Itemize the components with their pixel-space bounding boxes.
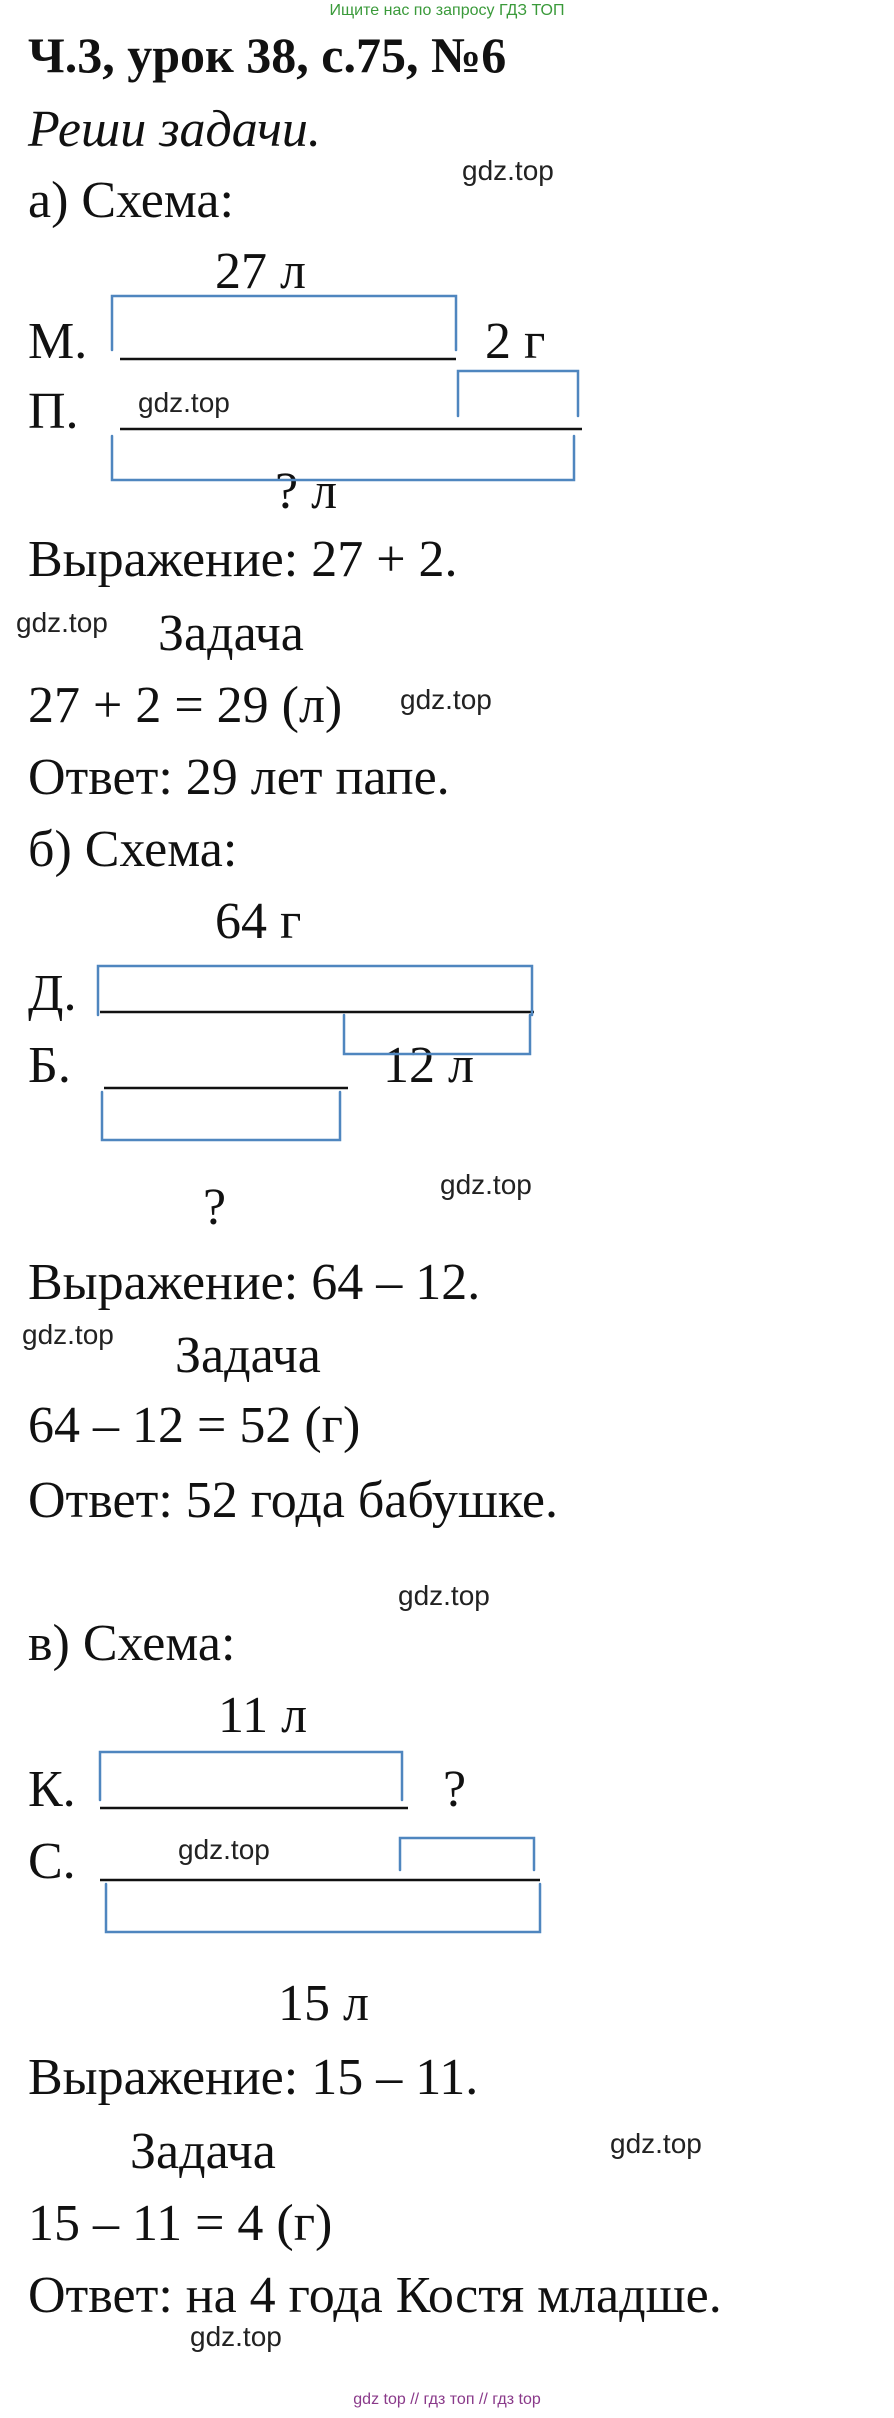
watermark: gdz.top [190, 2321, 282, 2352]
instruction: Реши задачи. [28, 101, 321, 158]
part-a-top-label: 27 л [215, 243, 306, 300]
part-c-equation: 15 – 11 = 4 (г) [28, 2195, 333, 2252]
part-a-row2-label: П. [28, 383, 79, 440]
part-c-row1-label: К. [28, 1761, 76, 1818]
part-b-top-label: 64 г [215, 893, 302, 950]
part-a-row1-label: М. [28, 313, 88, 370]
part-b-bottom-label: ? [203, 1179, 227, 1236]
part-c-expression: Выражение: 15 – 11. [28, 2049, 479, 2106]
part-a-task-label: Задача [158, 605, 304, 662]
part-a-answer: Ответ: 29 лет папе. [28, 749, 450, 806]
watermark: gdz.top [400, 684, 492, 715]
top-search-note: Ищите нас по запросу ГДЗ ТОП [329, 2, 565, 19]
page-title: Ч.3, урок 38, с.75, №6 [28, 27, 507, 83]
part-b-expression: Выражение: 64 – 12. [28, 1254, 481, 1311]
part-b-answer: Ответ: 52 года бабушке. [28, 1472, 558, 1529]
part-b-side-label: 12 л [383, 1037, 474, 1094]
part-c-task-label: Задача [130, 2123, 276, 2180]
part-c-bottom-label: 15 л [278, 1975, 369, 2032]
brace-top [112, 296, 456, 350]
part-a-equation: 27 + 2 = 29 (л) [28, 677, 343, 734]
brace-difference [458, 371, 578, 416]
watermark: gdz.top [610, 2128, 702, 2159]
brace-top [100, 1752, 402, 1800]
footer-watermark: gdz top // гдз топ // гдз top [353, 2391, 541, 2408]
brace-bottom [112, 436, 574, 480]
brace-difference [400, 1838, 534, 1870]
part-a-expression: Выражение: 27 + 2. [28, 531, 458, 588]
watermark: gdz.top [462, 155, 554, 186]
brace-bottom [102, 1092, 340, 1140]
watermark: gdz.top [440, 1169, 532, 1200]
part-c-heading: в) Схема: [28, 1615, 236, 1672]
part-c-top-label: 11 л [218, 1687, 308, 1744]
part-b-heading: б) Схема: [28, 821, 238, 878]
part-b-task-label: Задача [175, 1327, 321, 1384]
part-c-row2-label: С. [28, 1833, 76, 1890]
watermark: gdz.top [138, 387, 230, 418]
part-a-side-label: 2 г [485, 313, 546, 370]
part-c-answer: Ответ: на 4 года Костя младше. [28, 2267, 722, 2324]
part-a-bottom-label: ? л [275, 463, 338, 520]
scheme-c [100, 1752, 540, 1932]
watermark: gdz.top [16, 607, 108, 638]
part-c-side-label: ? [443, 1761, 467, 1818]
watermark: gdz.top [178, 1834, 270, 1865]
brace-top [98, 966, 532, 1015]
watermark: gdz.top [22, 1319, 114, 1350]
part-b-row2-label: Б. [28, 1037, 71, 1094]
part-b-equation: 64 – 12 = 52 (г) [28, 1397, 361, 1454]
watermark: gdz.top [398, 1580, 490, 1611]
brace-bottom [106, 1884, 540, 1932]
part-b-row1-label: Д. [28, 965, 77, 1022]
part-a-heading: а) Схема: [28, 172, 234, 229]
